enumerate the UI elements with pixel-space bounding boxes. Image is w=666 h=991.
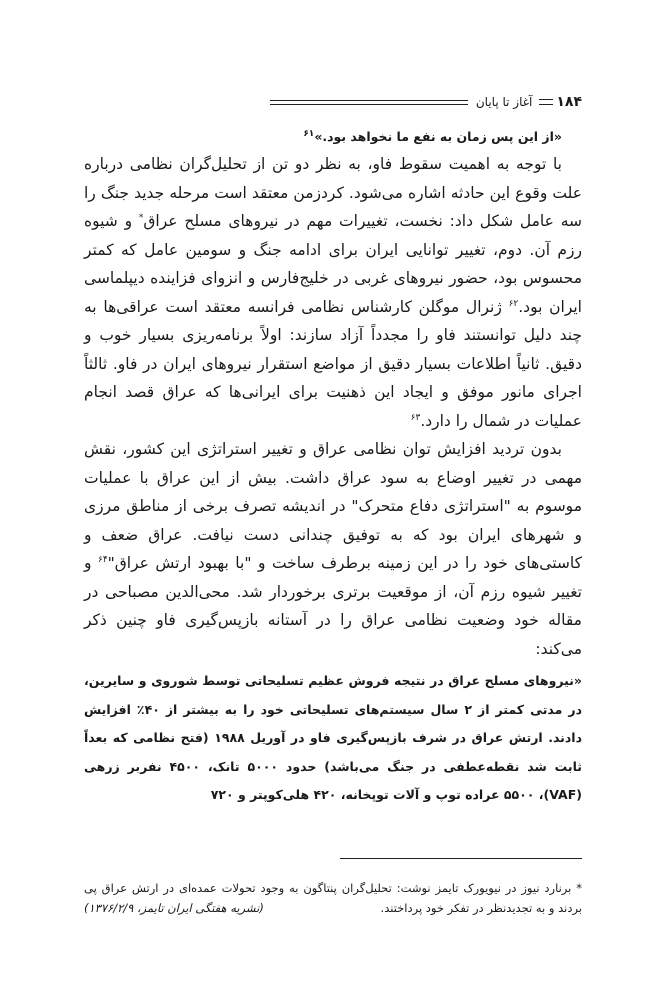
footnote-separator xyxy=(340,858,582,859)
running-header xyxy=(270,90,582,114)
paragraph-2-part-2: و تغییر شیوه رزم آن، از موقعیت برتری برخوردار شد. محی‌الدین مصباحی در مقاله خود وضعیت نظامی عراق را در آستانه بازپس‌گیری فاو چنین ذکر می‌کند: xyxy=(84,554,582,658)
footnote-ref-64: ۶۴ xyxy=(97,554,108,565)
footnote-ref-63: ۶۳ xyxy=(410,412,421,423)
footnote xyxy=(84,878,582,918)
footnote-text: * برنارد نیوز در نیویورک تایمز نوشت: تحلیل‌گران پنتاگون به وجود تحولات عمده‌ای در ارتش عراق پی بردند و به تجدیدنظر در تفکر خود پرداختند. xyxy=(84,881,582,915)
footnote-source: (نشریه هفتگی ایران تایمز، ۱۳۷۶/۲/۹) xyxy=(84,901,264,915)
footnote-star: * xyxy=(138,212,144,223)
paragraph-1-part-3: ژنرال موگلن کارشناس نظامی فرانسه معتقد است عراقی‌ها به چند دلیل توانستند فاو را مجدداً آزاد سازند: اولاً برنامه‌ریزی بسیار خوب و دقیق. ثانیاً اطلاعات بسیار دقیق از مواضع استقرار نیروهای ایران در فاو. ثالثاً اجرای مانور موفق و ایجاد این ذهنیت برای ایرانی‌ها که عراق قصد انجام عملیات در شمال را دارد. xyxy=(84,297,582,430)
paragraph-1 xyxy=(84,150,582,435)
book-title: آغاز تا پایان xyxy=(475,95,533,109)
paragraph-1-part-2: و شیوه رزم آن. دوم، تغییر توانایی ایران برای ادامه جنگ و سومین عامل که کمتر محسوس بود، حضور نیروهای غربی در خلیج‌فارس و انزوای فزاینده دیپلماسی ایران بود. xyxy=(84,212,582,316)
main-text xyxy=(84,124,582,810)
header-rule xyxy=(270,100,468,105)
paragraph-1-part-1: با توجه به اهمیت سقوط فاو، به نظر دو تن از تحلیل‌گران نظامی درباره علت وقوع این حادثه اشاره می‌شود. کردزمن معتقد است مرحله جدید جنگ را سه عامل شکل داد: نخست، تغییرات مهم در نیروهای مسلح عراق xyxy=(84,155,582,230)
header-dash xyxy=(539,99,553,105)
page-number: ۱۸۴ xyxy=(556,94,582,110)
quote-heading-text: «از این پس زمان به نفع ما نخواهد بود.» xyxy=(314,129,562,144)
footnote-ref-62: ۶۲ xyxy=(508,298,519,309)
block-quote: «نیروهای مسلح عراق در نتیجه فروش عظیم تسلیحاتی توسط شوروی و سایرین، در مدتی کمتر از ۲ سال سیستم‌های تسلیحاتی خود را به بیشتر از ۴۰٪ افزایش دادند. ارتش عراق در شرف بازپس‌گیری فاو در آوریل ۱۹۸۸ (فتح نظامی که بعداً ثابت شد نقطه‌عطفی در جنگ می‌باشد) حدود ۵۰۰۰ تانک، ۴۵۰۰ نفربر زرهی (VAF)، ۵۵۰۰ عراده توپ و آلات توپخانه، ۴۲۰ هلی‌کوپتر و ۷۲۰ xyxy=(84,673,583,802)
footnote-ref-61: ۶۱ xyxy=(303,128,315,139)
paragraph-2 xyxy=(84,435,582,663)
quote-heading xyxy=(84,124,582,150)
paragraph-2-part-1: بدون تردید افزایش توان نظامی عراق و تغییر استراتژی این کشور، نقش مهمی در تغییر اوضاع به سود عراق داشت. بیش از این عراق با عملیات موسوم به "استراتژی دفاع متحرک" در اندیشه تصرف برخی از مناطق مرزی و شهرهای ایران بود که به توفیق چندانی دست نیافت. عراق ضعف و کاستی‌های خود را در این زمینه برطرف ساخت و "با بهبود ارتش عراق" xyxy=(84,440,582,572)
